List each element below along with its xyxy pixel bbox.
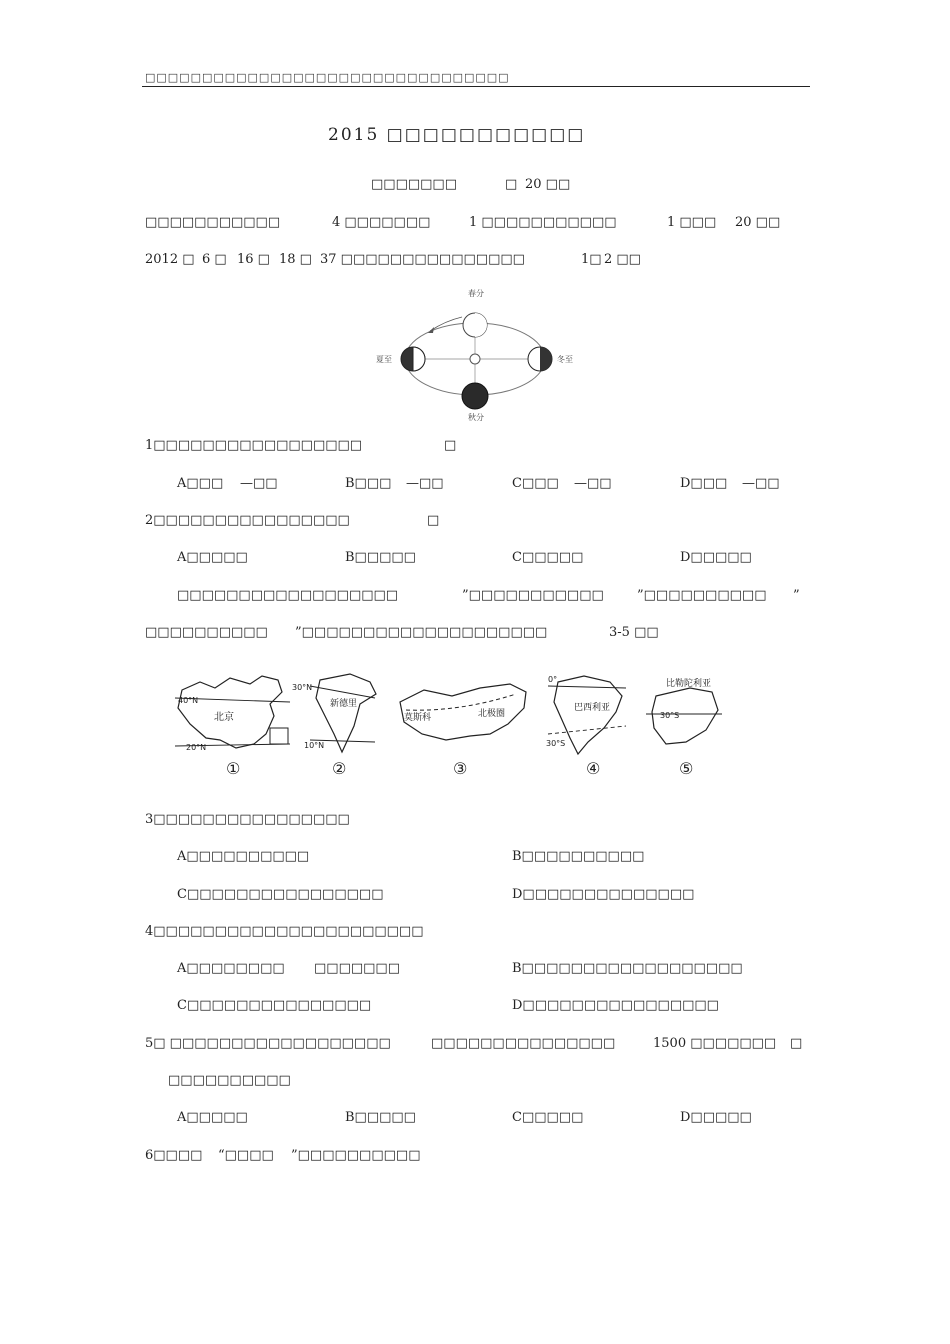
- intro35-1a: □□□□□□□□□□□□□□□□□□: [177, 588, 399, 603]
- map4-city: 巴西利亚: [574, 703, 611, 713]
- q1-option-d-2: —□□: [742, 476, 780, 491]
- map2-city: 新德里: [330, 699, 358, 709]
- q5-option-a: A□□□□□: [177, 1110, 248, 1125]
- map-number-1: ①: [226, 759, 241, 778]
- intro35-2b: ”□□□□□□□□□□□□□□□□□□□□: [295, 625, 548, 640]
- instruction-4: 1 □□□: [667, 215, 717, 230]
- q2-stem: 2□□□□□□□□□□□□□□□□: [145, 513, 350, 528]
- intro35-1b: ”□□□□□□□□□□□: [462, 588, 604, 603]
- map3-city-2: 北极圈: [478, 709, 506, 719]
- intro35-1c: ”□□□□□□□□□□: [637, 588, 767, 603]
- q6-rest: ”□□□□□□□□□□: [291, 1148, 421, 1163]
- label-winter: 冬至: [557, 355, 573, 364]
- q1-option-b: B□□□: [345, 476, 392, 491]
- q3-option-b: B□□□□□□□□□□: [512, 849, 645, 864]
- map2-lat-bottom: 10°N: [304, 741, 325, 750]
- q4-option-d: D□□□□□□□□□□□□□□□□: [512, 998, 719, 1013]
- q1-option-c: C□□□: [512, 476, 559, 491]
- q3-stem: 3□□□□□□□□□□□□□□□□: [145, 812, 350, 827]
- q2-option-b: B□□□□□: [345, 550, 416, 565]
- page-title: 2015 □□□□□□□□□□□: [328, 125, 586, 145]
- sun-icon: [470, 354, 480, 364]
- q5-option-b: B□□□□□: [345, 1110, 416, 1125]
- q5-stem-num: 1500 □□□□□□□: [653, 1036, 777, 1051]
- instruction-1: □□□□□□□□□□□: [145, 215, 281, 230]
- q4-option-a: A□□□□□□□□: [177, 961, 285, 976]
- label-autumn: 秋分: [468, 413, 484, 422]
- map-number-5: ⑤: [679, 759, 694, 778]
- q2-option-a: A□□□□□: [177, 550, 248, 565]
- q5-stem-mid: □□□□□□□□□□□□□□□: [431, 1036, 616, 1051]
- map-number-2: ②: [332, 759, 347, 778]
- map1-lat-top: 40°N: [178, 696, 199, 705]
- q1-option-a-2: —□□: [240, 476, 278, 491]
- map4-lat-top: 0°: [548, 675, 558, 684]
- section-label: □□□□□□□: [371, 177, 457, 192]
- instruction-2: 4 □□□□□□□: [332, 215, 431, 230]
- label-summer: 夏至: [376, 355, 392, 364]
- q4-stem: 4□□□□□□□□□□□□□□□□□□□□□□: [145, 924, 424, 939]
- map1-lat-bottom: 20°N: [186, 743, 207, 752]
- q1-paren: □: [444, 438, 457, 453]
- q1-option-b-2: —□□: [406, 476, 444, 491]
- map-number-4: ④: [586, 759, 601, 778]
- section-score-b: 20 □□: [525, 177, 571, 192]
- map4-lat-bottom: 30°S: [546, 739, 566, 748]
- q5-option-d: D□□□□□: [680, 1110, 752, 1125]
- q1-option-d: D□□□: [680, 476, 728, 491]
- stem-year: 2012 □: [145, 252, 195, 267]
- intro35-2c: 3-5 □□: [609, 625, 659, 640]
- q3-option-c: C□□□□□□□□□□□□□□□□: [177, 887, 384, 902]
- stem-refs: 1□: [581, 252, 602, 267]
- stem-refs-2: 2 □□: [604, 252, 641, 267]
- stem-day: 16 □: [237, 252, 270, 267]
- q4-option-a-2: □□□□□□□: [314, 961, 400, 976]
- country-maps-figure: [170, 668, 730, 783]
- q1-stem: 1□□□□□□□□□□□□□□□□□: [145, 438, 363, 453]
- q4-option-b: B□□□□□□□□□□□□□□□□□□: [512, 961, 743, 976]
- map-number-3: ③: [453, 759, 468, 778]
- earth-orbit-diagram: [370, 283, 580, 423]
- label-spring: 春分: [468, 289, 484, 298]
- running-header: □□□□□□□□□□□□□□□□□□□□□□□□□□□□□□□□: [145, 71, 510, 84]
- q6-stem: 6□□□□: [145, 1148, 203, 1163]
- intro35-1d: ”: [793, 588, 800, 603]
- map-china-inset-box: [270, 728, 288, 744]
- q5-stem: 5□ □□□□□□□□□□□□□□□□□□: [145, 1036, 391, 1051]
- map5-lat: 30°S: [660, 711, 680, 720]
- stem-rest: 37 □□□□□□□□□□□□□□□: [320, 252, 525, 267]
- map1-city: 北京: [214, 712, 234, 723]
- section-score-a: □: [505, 177, 518, 192]
- map5-city: 比勒陀利亚: [666, 679, 712, 689]
- q1-option-a: A□□□: [177, 476, 224, 491]
- q5-paren: □: [790, 1036, 803, 1051]
- map3-city-1: 莫斯科: [404, 713, 432, 723]
- header-rule: [142, 86, 810, 87]
- map-russia: [400, 684, 526, 740]
- instruction-3: 1 □□□□□□□□□□□: [469, 215, 617, 230]
- q2-paren: □: [427, 513, 440, 528]
- stem-hour: 18 □: [279, 252, 312, 267]
- q5-stem-cont: □□□□□□□□□□: [168, 1073, 291, 1088]
- q3-option-a: A□□□□□□□□□□: [177, 849, 310, 864]
- q1-option-c-2: —□□: [574, 476, 612, 491]
- stem-month: 6 □: [202, 252, 227, 267]
- q4-option-c: C□□□□□□□□□□□□□□□: [177, 998, 372, 1013]
- q2-option-d: D□□□□□: [680, 550, 752, 565]
- q2-option-c: C□□□□□: [512, 550, 584, 565]
- instruction-5: 20 □□: [735, 215, 781, 230]
- q5-option-c: C□□□□□: [512, 1110, 584, 1125]
- map2-lat-top: 30°N: [292, 683, 313, 692]
- q6-quote: “□□□□: [218, 1148, 274, 1163]
- q3-option-d: D□□□□□□□□□□□□□□: [512, 887, 695, 902]
- intro35-2a: □□□□□□□□□□: [145, 625, 268, 640]
